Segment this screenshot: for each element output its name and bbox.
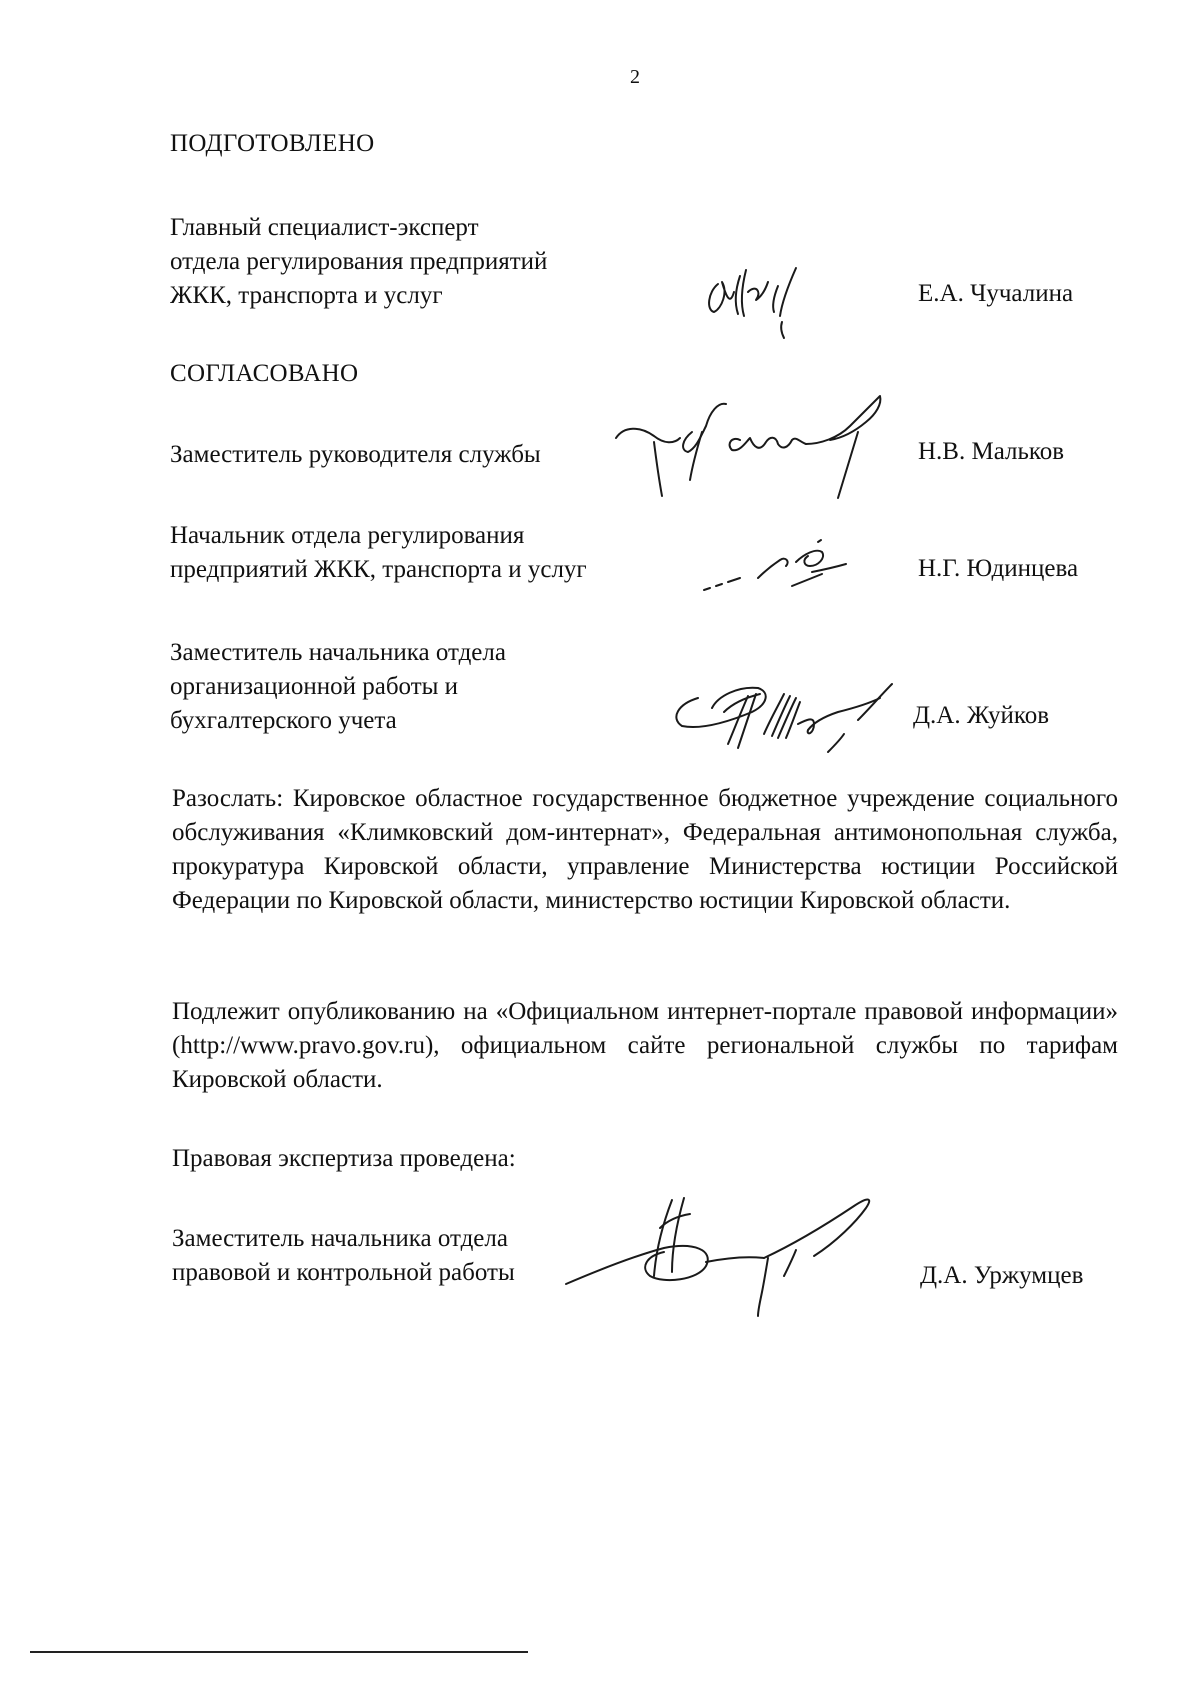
signature-malkov <box>610 392 910 504</box>
position-line: организационной работы и <box>170 673 459 700</box>
position-line: Главный специалист-эксперт <box>170 214 479 241</box>
signature-zhuikov <box>668 664 908 760</box>
signature-urzhumtsev <box>564 1186 924 1316</box>
agreed-heading: СОГЛАСОВАНО <box>170 360 359 387</box>
position-line: Заместитель начальника отдела <box>170 639 506 666</box>
signer-position <box>170 519 587 587</box>
signer-name: Д.А. Жуйков <box>913 702 1050 729</box>
distribution-paragraph: Разослать: Кировское областное государственное бюджетное учреждение социального обслуживания «Климковский дом-интернат», Федеральная антимонопольная служба, прокуратура Кировской области, управление Министерства юстиции Российской Федерации по Кировской области, министерство юстиции Кировской области. <box>172 785 1118 914</box>
prepared-heading: ПОДГОТОВЛЕНО <box>170 130 375 157</box>
signature-chuchalina <box>700 262 820 342</box>
signer-name: Д.А. Уржумцев <box>920 1262 1084 1289</box>
signature-yudintseva <box>700 524 860 604</box>
prepared-position <box>170 211 547 313</box>
signer-name: Н.В. Мальков <box>918 438 1065 465</box>
position-line: Заместитель начальника отдела <box>172 1225 508 1252</box>
publication-paragraph: Подлежит опубликованию на «Официальном интернет-портале правовой информации» (http://www.pravo.gov.ru), официальном сайте региональной службы по тарифам Кировской области. <box>172 998 1118 1093</box>
legal-review-heading: Правовая экспертиза проведена: <box>172 1145 516 1172</box>
position-line: отдела регулирования предприятий <box>170 248 548 275</box>
position-line: правовой и контрольной работы <box>172 1259 515 1286</box>
position-line: бухгалтерского учета <box>170 707 397 734</box>
signer-position <box>170 438 541 472</box>
signer-position <box>170 636 506 738</box>
footer-divider <box>30 1651 528 1653</box>
signer-name: Е.А. Чучалина <box>918 280 1074 307</box>
position-line: Начальник отдела регулирования <box>170 522 525 549</box>
legal-review-position <box>172 1222 515 1290</box>
signer-name: Н.Г. Юдинцева <box>918 555 1079 582</box>
position-line: предприятий ЖКК, транспорта и услуг <box>170 556 587 583</box>
position-line: ЖКК, транспорта и услуг <box>170 282 443 309</box>
page-number: 2 <box>630 66 640 88</box>
position-line: Заместитель руководителя службы <box>170 441 541 468</box>
